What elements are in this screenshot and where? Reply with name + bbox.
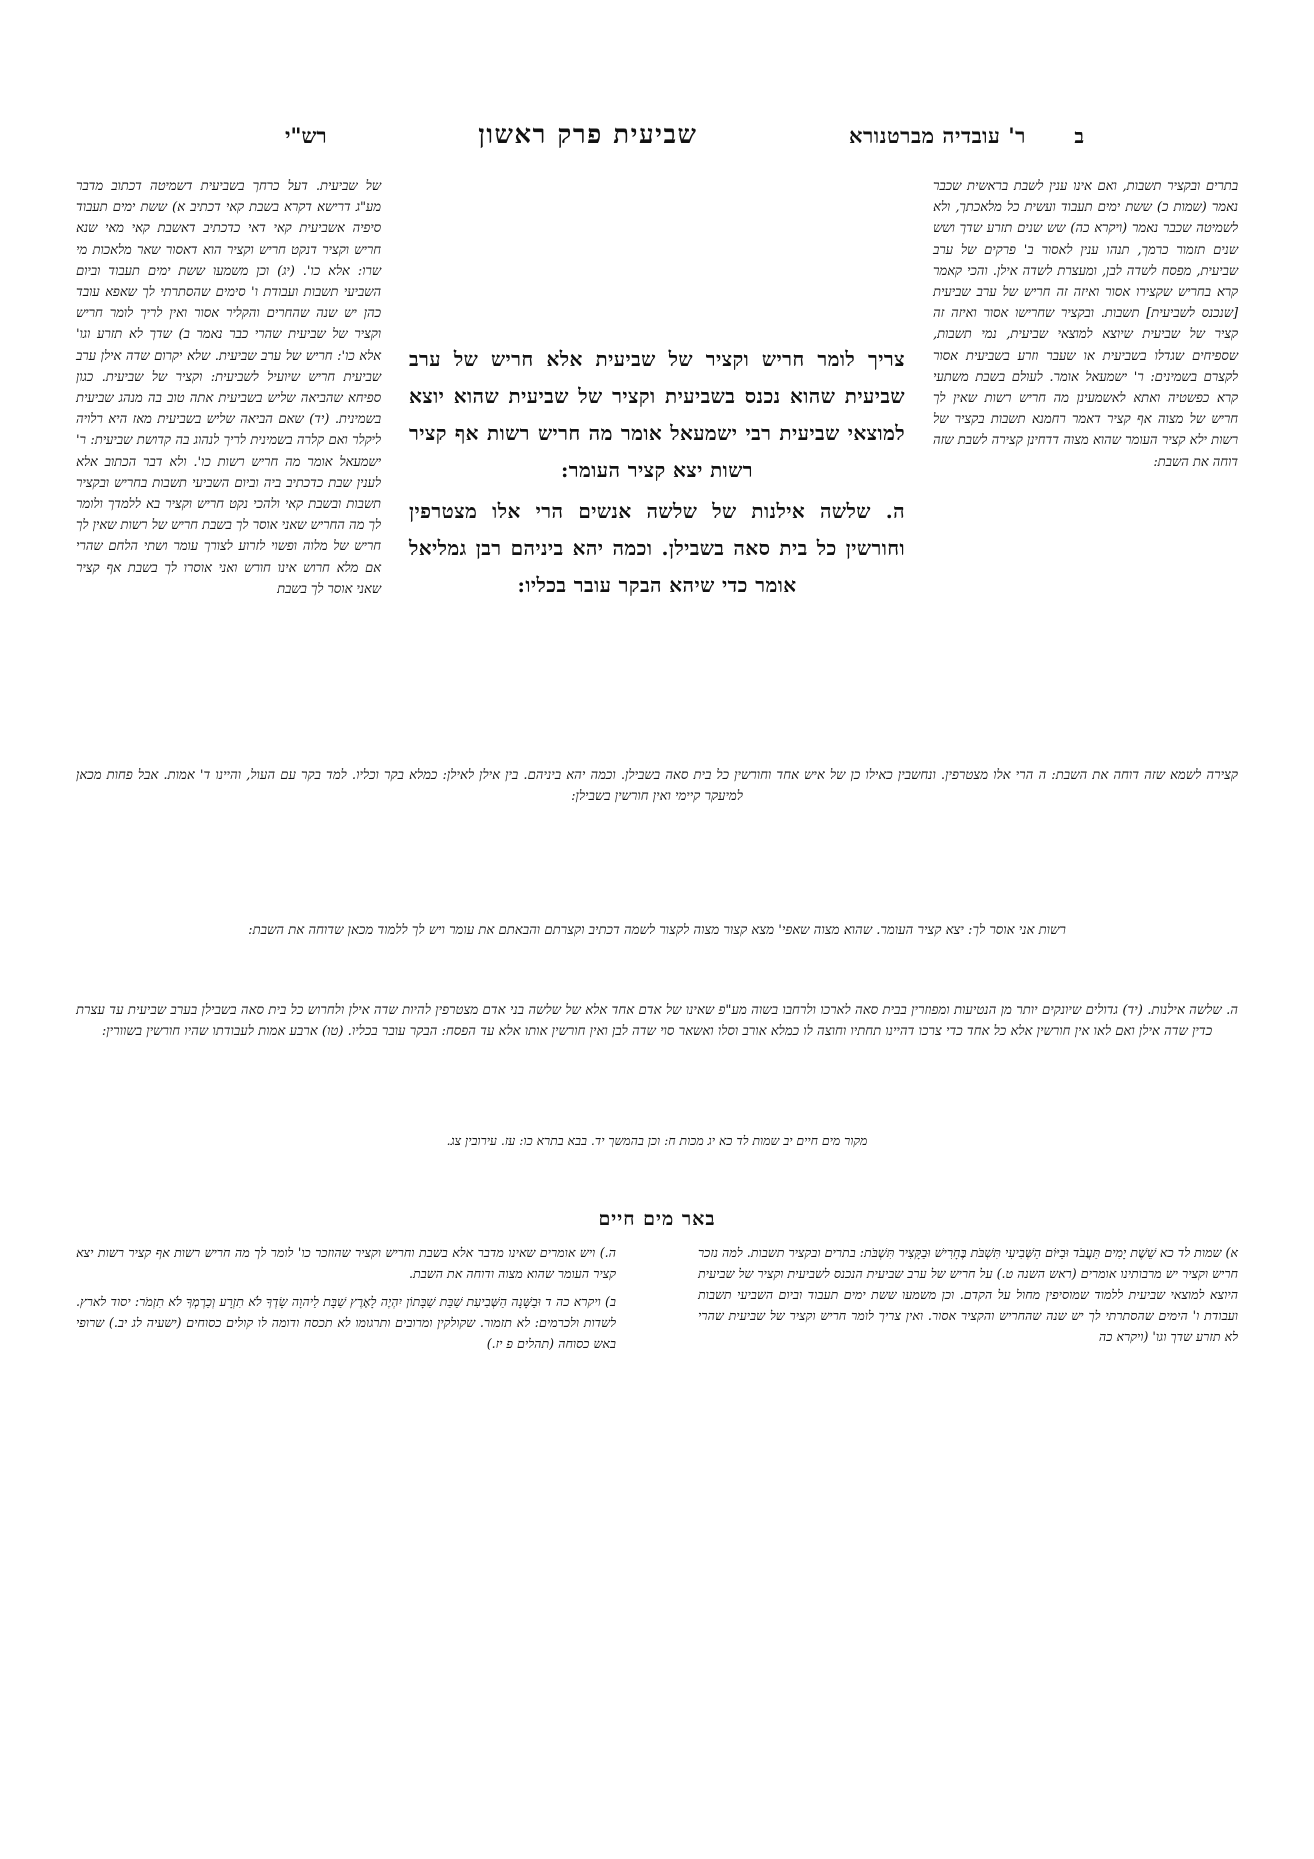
bmc-left-column bbox=[76, 1242, 616, 1361]
mishnah-paragraph: ה. שלשה אילנות של שלשה אנשים הרי אלו מצטרפין וחורשין כל בית סאה בשבילן. וכמה יהא ביניהם רבן גמליאל אומר כדי שיהא הבקר עובר בכליו: bbox=[409, 499, 905, 597]
mishnah-text-column bbox=[409, 341, 905, 608]
bartenura-commentary-column: בתרים ובקציר תשבות, ואם אינו ענין לשבת בראשית שכבר נאמר (שמות כ) ששת ימים תעבוד ועשית כל מלאכתך, ולא לשמיטה שכבר נאמר (ויקרא כה) שש שנים תזרע שדך ושש שנים תזמור כרמך, תנהו ענין לאסור ב' פרקים של ערב שביעית, מפסח לשדה לבן, ומעצרת לשדה אילן. והכי קאמר קרא בחריש שקצירו אסור ואיזה זה חריש של ערב שביעית [שנכנס לשביעית] תשבות. ובקציר שחרישו אסור ואיזה זה קציר של שביעית שיוצא למוצאי שביעית, נמי תשבות, שספיחים שגדלו בשביעית או שעבר וזרע בשביעית אסור לקצרם בשמינים: ר' ישמעאל אומר. לעולם בשבת משתעי קרא כפשטיה ואתא לאשמעינן מה חריש רשות שאין לך חריש של מצוה אף קציר דאמר רחמנא תשבות בקציר של רשות ילא קציר העומר שהוא מצוה דדחינן קצירה לשבת שזה דוחה את השבת: bbox=[933, 179, 1238, 470]
bmc-right-column bbox=[698, 1242, 1238, 1354]
mishnah-paragraph: צריך לומר חריש וקציר של שביעית אלא חריש של ערב שביעית שהוא נכנס בשביעית וקציר של שביעית שהוא יוצא למוצאי שביעית רבי ישמעאל אומר מה חריש רשות אף קציר רשות יצא קציר העומר: bbox=[409, 347, 905, 482]
mishnah-five-commentary-block: ה. שלשה אילנות. (יד) גדולים שיונקים יותר מן הנטיעות ומפוזרין בבית סאה לארכו ולרחבו בשוה מע"פ שאינו של אדם אחד אלא של שלשה בני אדם מצטרפין להיות שדה אילן ולחרוש כל בית סאה בשבילן בערב שביעית עד עצרת כדין שדה אילן ואם לאו אין חורשין אלא כל אחד כדי צרכו דהיינו תחתיו וחוצה לו כמלא אורב וסלו ואשאר סוי שדה לבן ואין חורשין אותו אלא עד הפסח: הבקר עובר בכליו. (טו) ארבע אמות לעבודתו שהיו חורשין בשוורין: bbox=[76, 1003, 1238, 1040]
source-citation-line: מקור מים חיים יב שמות לד כא יג מכות ח: וכן בהמשך יד. בבא בתרא כו: עז. עירובין צג. bbox=[446, 1133, 868, 1148]
bartenura-continuation-block: רשות אני אוסר לך: יצא קציר העומר. שהוא מצוה שאפי' מצא קצור מצוה לקצור לשמה דכתיב וקצרתם והבאתם את עומר ויש לך ללמוד מכאן שדוחה את השבת: bbox=[248, 923, 1066, 938]
page-title: שביעית פרק ראשון bbox=[478, 120, 698, 150]
page-header bbox=[0, 120, 1314, 164]
bmc-paragraph: ב) ויקרא כה ד וּבַשָּׁנָה הַשְּׁבִיעִת שַׁבַּת שַׁבָּתוֹן יִהְיֶה לָאָרֶץ שַׁבָּת לַיהוָה שָׂדְךָ לֹא תִזְרָע וְכַרְמְךָ לֹא תִזְמֹר: יסוד לארץ. לשדות ולכרמים: לא תזמור. שקולקין ומרובים ותרגומו לא תכסח ודומה לו קולים כסוחים (ישעיה לג יב.) שרופי באש כסוחה (תהלים פ יז.) bbox=[76, 1294, 616, 1351]
commentator-name-bartenura: ר' עובדיה מברטנורא bbox=[849, 123, 1026, 148]
bmc-paragraph: א) שמות לד כא שֵׁשֶׁת יָמִים תַּעֲבֹד וּבַיּוֹם הַשְּׁבִיעִי תִּשְׁבֹּת בֶּחָרִישׁ וּבַקָּצִיר תִּשְׁבֹּת: בתרים ובקציר תשבות. למה נזכר חריש וקציר יש מרבותינו אומרים (ראש השנה ט.) על חריש של ערב שביעית הנכנס לשביעית וקציר של שביעית היוצא למוצאי שביעית ללמוד שמוסיפין מחול על הקדם. וכן משמעו ששת ימים תעבוד וביום השביעי תשבות ועבודת ו' הימים שהסתרתי לך יש שנה שהחריש והקציר אסור. ואין צריך לומר חריש וקציר של שביעית שהרי לא תזרע שדך וגו' (ויקרא כה bbox=[698, 1245, 1238, 1344]
beer-mayim-chaim-columns bbox=[76, 1242, 1238, 1482]
commentator-name-rashi: רש"י bbox=[285, 123, 327, 148]
beer-mayim-chaim-title: באר מים חיים bbox=[598, 1208, 716, 1230]
page-number: ב bbox=[1074, 124, 1084, 148]
rashi-commentary-column: של שביעית. דעל כרחך בשביעית דשמיטה דכתוב מדבר מע"ג דרישא דקרא בשבת קאי דכתיב א) ששת ימים תעבוד סיפיה אשביעית קאי דאי כדכתיב דאשבת קאי מאי שנא חריש וקציר דנקט חריש וקציר הוא דאסור שאר מלאכות מי שרו: אלא כו'. (יג) וכן משמעו ששת ימים תעבוד וביום השביעי תשבות ועבודת ו' סימים שהסתרתי לך שאפא עובד כהן יש שנה שהחרים והקליר אסור ואין לריך לומר חריש וקציר של שביעית שהרי כבר נאמר ב) שדך לא תזרע וגו' אלא כו': חריש של ערב שביעית. שלא יקרום שדה אילן ערב שביעית חריש שיועיל לשביעית: וקציר של שביעית. כגון ספיחא שהביאה שליש בשביעית אתה טוב בה מנהג שביעית בשמינית. (יד) שאם הביאה שליש בשביעית מאז היא רלויה ליקלר ואם קלרה בשמינית לריך לנהוג בה קדושת שביעית: ר' ישמעאל אומר מה חריש רשות כו'. ולא דבר הכתוב אלא לענין שבת כדכתיב ביה וביום השביעי תשבות בחריש ובקציר תשבות ובשבת קאי ולהכי נקט חריש וקציר בא ללמדך ולומר לך מה החריש שאני אוסר לך בשבת חריש של רשות שאין לך חריש של מלוה ופשוי לזרוע לצורך עומר ושתי הלחם שהרי אם מלא חרוש אינו חורש ואני אוסרו לך בשבת אף קציר שאני אוסר לך בשבת bbox=[76, 179, 381, 597]
rashi-continuation-block: קצירה לשמא שזה דוחה את השבת: ה הרי אלו מצטרפין. ונחשבין כאילו כן של איש אחד וחורשין כל בית סאה בשבילן. וכמה יהא ביניהם. בין אילן לאילן: כמלא בקר וכליו. למד בקר עם העול, והיינו ד' אמות. אבל פחות מכאן למיעקר קיימי ואין חורשין בשבילן: bbox=[76, 768, 1238, 805]
main-columns bbox=[76, 176, 1238, 951]
bmc-paragraph: ה.) ויש אומרים שאינו מדבר אלא בשבת וחריש וקציר שהוזכר כו' לומר לך מה חריש רשות אף קציר רשות יצא קציר העומר שהוא מצוה ודוחה את השבת. bbox=[76, 1245, 616, 1281]
